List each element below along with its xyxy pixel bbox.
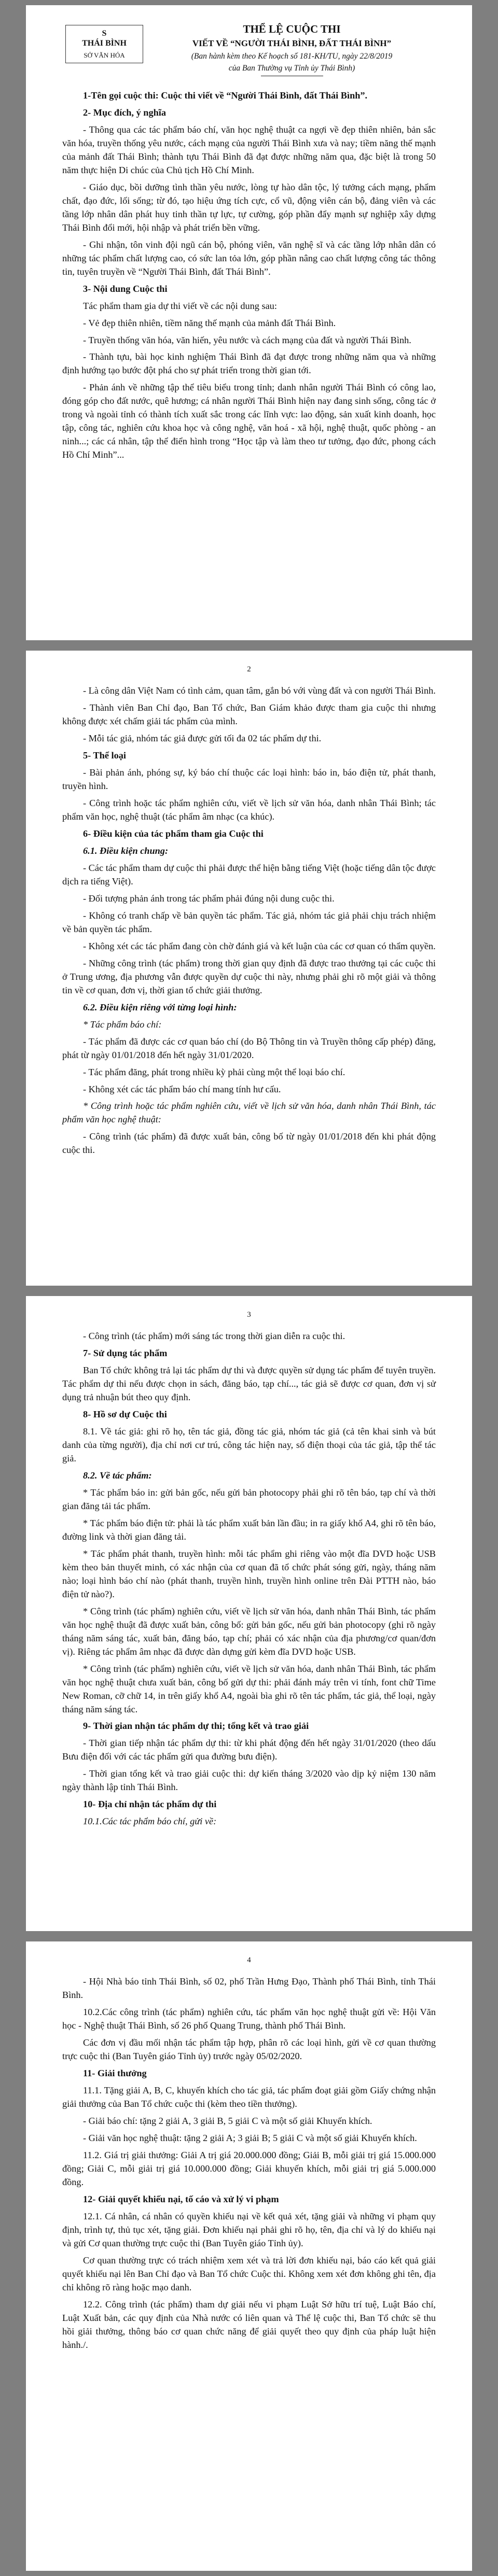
document-paragraph: - Thời gian tiếp nhận tác phẩm dự thi: từ khi phát động đến hết ngày 31/01/2020 (theo dấu Bưu điện đối với các tác phẩm gửi qua đường bưu điện). — [62, 1738, 436, 1762]
document-paragraph: - Ghi nhận, tôn vinh đội ngũ cán bộ, phóng viên, văn nghệ sĩ và các tầng lớp nhân dân có những tác phẩm chất lượng cao, có sức lan tỏa lớn, góp phần nâng cao chất lượng công tác thông tin, tuyên truyền về “Người Thái Bình, đất Thái Bình”. — [62, 239, 436, 277]
document-paragraph: * Tác phẩm báo in: gửi bản gốc, nếu gửi bản photocopy phải ghi rõ tên báo, tạp chí và thời gian đăng tải tác phẩm. — [62, 1487, 436, 1511]
page-number: 3 — [247, 1311, 251, 1319]
document-paragraph: - Giải văn học nghệ thuật: tặng 2 giải A; 3 giải B; 5 giải C và một số giải Khuyến khích. — [83, 2132, 417, 2143]
document-paragraph: 7- Sử dụng tác phẩm — [83, 1348, 168, 1359]
document-paragraph: 12- Giải quyết khiếu nại, tố cáo và xử lý vi phạm — [83, 2193, 279, 2204]
document-paragraph: 2- Mục đích, ý nghĩa — [83, 107, 166, 118]
document-paragraph: - Những công trình (tác phẩm) trong thời gian quy định đã được trao thưởng tại các cuộc thi ở Trung ương, địa phương vẫn được quyền dự cuộc thi này, nhưng phải ghi rõ một giải và thông tin về cơ quan, đơn vị, thời gian tổ chức giải thưởng. — [62, 958, 436, 995]
document-paragraph: - Hội Nhà báo tỉnh Thái Bình, số 02, phố Trần Hưng Đạo, Thành phố Thái Bình, tỉnh Thái Bình. — [62, 1976, 436, 2001]
document-paragraph: * Công trình hoặc tác phẩm nghiên cứu, viết về lịch sử văn hóa, danh nhân Thái Bình, tác phẩm văn học nghệ thuật: — [62, 1101, 436, 1125]
title-line-3: (Ban hành kèm theo Kế hoạch số 181-KH/TU, ngày 22/8/2019 — [191, 51, 393, 61]
document-paragraph: - Thành tựu, bài học kinh nghiệm Thái Bình đã đạt được trong những năm qua và những định hướng tạo bước đột phá cho sự phát triển trong thời gian tới. — [62, 351, 436, 376]
document-paragraph: 8.2. Về tác phẩm: — [83, 1470, 152, 1481]
title-line-4: của Ban Thường vụ Tỉnh ủy Thái Bình) — [228, 64, 355, 73]
document-paragraph: - Giải báo chí: tặng 2 giải A, 3 giải B, 5 giải C và một số giải Khuyến khích. — [83, 2116, 372, 2127]
document-paragraph: - Thời gian tổng kết và trao giải cuộc thi: dự kiến tháng 3/2020 vào dịp kỷ niệm 130 năm ngày thành lập tỉnh Thái Bình. — [62, 1768, 436, 1793]
document-paragraph: 10- Địa chỉ nhận tác phẩm dự thi — [83, 1799, 217, 1810]
document-paragraph: - Bài phản ánh, phóng sự, ký báo chí thuộc các loại hình: báo in, báo điện tử, phát thanh, truyền hình. — [62, 767, 436, 792]
document-page-4 — [26, 1941, 472, 2571]
document-paragraph: * Công trình (tác phẩm) nghiên cứu, viết về lịch sử văn hóa, danh nhân Thái Bình, tác phẩm văn học nghệ thuật chưa xuất bản, công bố gửi dự thi: phải đánh máy trên vi tính, font chữ Time New Roman, cỡ chữ 14, in trên giấy khổ A4, ngoài bìa ghi rõ tên tác phẩm, tác giả, thể loại, ngày tháng năm sáng tác. — [62, 1663, 436, 1714]
document-paragraph: 3- Nội dung Cuộc thi — [83, 283, 168, 294]
document-paragraph: Cơ quan thường trực có trách nhiệm xem xét và trả lời đơn khiếu nại, báo cáo kết quả giải quyết khiếu nại lên Ban Chỉ đạo và Ban Tổ chức Cuộc thi. Không xem xét đơn không ghi tên, địa chỉ không rõ ràng hoặc mạo danh. — [62, 2255, 436, 2292]
document-paragraph: - Không xét các tác phẩm đang còn chờ đánh giá và kết luận của các cơ quan có thẩm quyền. — [83, 940, 436, 951]
document-page-2 — [26, 651, 472, 1286]
document-paragraph: - Thành viên Ban Chỉ đạo, Ban Tổ chức, Ban Giám khảo được tham gia cuộc thi nhưng không được xét chấm giải tác phẩm của mình. — [62, 702, 436, 727]
page-2-body — [62, 684, 436, 1157]
document-paragraph: 10.1.Các tác phẩm báo chí, gửi về: — [83, 1816, 217, 1827]
title-line-1: THỂ LỆ CUỘC THI — [243, 23, 341, 35]
document-page-3 — [26, 1296, 472, 1931]
document-paragraph: * Công trình (tác phẩm) nghiên cứu, viết về lịch sử văn hóa, danh nhân Thái Bình, tác phẩm văn học nghệ thuật đã được xuất bản, công bố: gửi bản gốc, nếu gửi bản photocopy (ghi rõ ngày tháng năm sáng tác, xuất bản, đăng báo, tạp chí; phải có xác nhận của địa phương/cơ quan/đơn vị). Riêng tác phẩm âm nhạc đã được dàn dựng gửi kèm đĩa DVD hoặc USB. — [62, 1606, 436, 1657]
stamp-line-2: THÁI BÌNH — [82, 39, 127, 48]
document-header — [62, 22, 436, 82]
document-paragraph: - Thông qua các tác phẩm báo chí, văn học nghệ thuật ca ngợi về đẹp thiên nhiên, bản sắc văn hóa, truyền thống yêu nước, cách mạng của người Thái Bình xưa và nay; tiềm năng thế mạnh của mảnh đất Thái Bình; thành tựu Thái Bình đã đạt được những năm qua, đặc biệt là trong 50 năm thực hiện Di chúc của Chủ tịch Hồ Chí Minh. — [62, 124, 436, 175]
document-paragraph: 6.1. Điều kiện chung: — [83, 845, 169, 856]
document-paragraph: 5- Thể loại — [83, 750, 126, 761]
document-page-1 — [26, 5, 472, 640]
document-paragraph: - Các tác phẩm tham dự cuộc thi phải được thể hiện bằng tiếng Việt (hoặc tiếng dân tộc được dịch ra tiếng Việt). — [62, 862, 436, 886]
document-paragraph: Các đơn vị đầu mối nhận tác phẩm tập hợp, phân rõ các loại hình, gửi về cơ quan thường trực cuộc thi (Ban Tuyên giáo Tỉnh ủy) trước ngày 05/02/2020. — [62, 2037, 436, 2062]
title-line-2: VIẾT VỀ “NGƯỜI THÁI BÌNH, ĐẤT THÁI BÌNH” — [192, 38, 392, 48]
stamp-line-1: S — [102, 29, 107, 38]
page-4-body — [62, 1975, 436, 2352]
document-paragraph: - Không có tranh chấp về bản quyền tác phẩm. Tác giả, nhóm tác giả phải chịu trách nhiệm về bản quyền tác phẩm. — [62, 910, 436, 934]
document-paragraph: - Giáo dục, bồi dưỡng tình thần yêu nước, lòng tự hào dân tộc, lý tưởng cách mạng, phẩm chất, đạo đức, lối sống; từ đó, tạo hiệu ứng tích cực, cổ vũ, động viên cán bộ, đảng viên và các tầng lớp nhân dân phát huy tinh thần tự lực, tự cường, góp phần đẩy mạnh sự nghiệp xây dựng Thái Bình đổi mới, hội nhập và phát triển bền vững. — [62, 181, 436, 233]
document-paragraph: - Công trình (tác phẩm) mới sáng tác trong thời gian diễn ra cuộc thi. — [83, 1331, 345, 1342]
document-paragraph: - Tác phẩm đã được các cơ quan báo chí (do Bộ Thông tin và Truyền thông cấp phép) đăng, phát từ ngày 01/01/2018 đến hết ngày 31/01/2020. — [62, 1036, 436, 1060]
stamp-box — [65, 25, 143, 63]
page-number: 2 — [247, 665, 251, 673]
document-paragraph: 9- Thời gian nhận tác phẩm dự thi; tổng kết và trao giải — [83, 1721, 309, 1732]
document-paragraph: 12.1. Cá nhân, cá nhân có quyền khiếu nại về kết quả xét, tặng giải và những vi phạm quy định, trình tự, thủ tục xét, tặng giải. Đơn khiếu nại phải ghi rõ họ, tên, địa chỉ và lý do khiếu nại và gửi Cơ quan thường trực cuộc thi (Ban Tuyên giáo Tỉnh ủy). — [62, 2211, 436, 2248]
stamp-line-3: SỞ VĂN HÓA — [84, 51, 125, 60]
document-paragraph: 1-Tên gọi cuộc thi: Cuộc thi viết về “Người Thái Bình, đất Thái Bình”. — [83, 90, 368, 101]
document-paragraph: 12.2. Công trình (tác phẩm) tham dự giải nếu vi phạm Luật Sở hữu trí tuệ, Luật Báo chí, Luật Xuất bản, các quy định của Nhà nước có liên quan và Thể lệ cuộc thi, Ban Tổ chức sẽ thu hồi giải thưởng, thông báo cơ quan chức năng để giải quyết theo quy định của pháp luật hiện hành./. — [62, 2299, 436, 2350]
document-paragraph: 11.2. Giá trị giải thưởng: Giải A trị giá 20.000.000 đồng; Giải B, mỗi giải trị giá 15.000.000 đồng; Giải C, mỗi giải trị giá 10.000.000 đồng; Giải khuyến khích, mỗi giải trị giá 5.000.000 đồng. — [62, 2149, 436, 2187]
document-paragraph: - Truyền thống văn hóa, văn hiến, yêu nước và cách mạng của đất và người Thái Bình. — [83, 334, 411, 345]
stamp-area — [62, 25, 148, 82]
document-paragraph: Ban Tổ chức không trả lại tác phẩm dự thi và được quyền sử dụng tác phẩm để tuyên truyền. Tác phẩm dự thi nếu được chọn in sách, đăng báo, tạp chí..., tác giả sẽ được cơ quan, đơn vị sử dụng trả nhuận bút theo quy định. — [62, 1365, 436, 1403]
document-paragraph: 11.1. Tặng giải A, B, C, khuyến khích cho tác giả, tác phẩm đoạt giải gồm Giấy chứng nhận giải thưởng của Ban Tổ chức cuộc thi (kèm theo tiền thưởng). — [62, 2085, 436, 2109]
document-title — [148, 22, 436, 78]
page-3-body — [62, 1330, 436, 1828]
document-paragraph: * Tác phẩm báo điện tử: phải là tác phẩm xuất bản lần đầu; in ra giấy khổ A4, ghi rõ tên báo, đường link và thời gian đăng tải. — [62, 1517, 436, 1542]
document-paragraph: - Mỗi tác giả, nhóm tác giả được gửi tối đa 02 tác phẩm dự thi. — [83, 733, 322, 744]
document-paragraph: - Là công dân Việt Nam có tình cảm, quan tâm, gắn bó với vùng đất và con người Thái Bình. — [83, 685, 436, 696]
document-paragraph: - Vẻ đẹp thiên nhiên, tiềm năng thế mạnh của mảnh đất Thái Bình. — [83, 317, 336, 328]
document-paragraph: 11- Giải thưởng — [83, 2068, 147, 2079]
document-paragraph: - Tác phẩm đăng, phát trong nhiều kỳ phải cùng một thể loại báo chí. — [83, 1066, 345, 1077]
document-paragraph: - Phản ánh về những tập thể tiêu biểu trong tỉnh; danh nhân người Thái Bình có công lao, đóng góp cho đất nước, quê hương; cá nhân người Thái Bình hiện nay đang sinh sống, công tác ở trong và ngoài tỉnh có thành tích xuất sắc trong các lĩnh vực: lao động, sản xuất kinh doanh, học tập, công tác, nghiên cứu khoa học và công nghệ, văn hoá - xã hội, nghệ thuật, quốc phòng - an ninh...; các cá nhân, tập thể điển hình trong “Học tập và làm theo tư tưởng, đạo đức, phong cách Hồ Chí Minh”... — [62, 382, 436, 460]
document-paragraph: 10.2.Các công trình (tác phẩm) nghiên cứu, tác phẩm văn học nghệ thuật gửi về: Hội Văn học - Nghệ thuật Thái Bình, số 26 phố Quang Trung, thành phố Thái Bình. — [62, 2007, 436, 2031]
document-paragraph: - Đối tượng phản ánh trong tác phẩm phải đúng nội dung cuộc thi. — [83, 893, 335, 904]
document-paragraph: 6.2. Điều kiện riêng với từng loại hình: — [83, 1002, 237, 1012]
document-paragraph: 8- Hồ sơ dự Cuộc thi — [83, 1409, 167, 1420]
document-paragraph: - Công trình (tác phẩm) đã được xuất bản, công bố từ ngày 01/01/2018 đến khi phát động cuộc thi. — [62, 1131, 436, 1156]
document-paragraph: - Không xét các tác phẩm báo chí mang tính hư cấu. — [83, 1083, 281, 1094]
document-paragraph: 8.1. Về tác giả: ghi rõ họ, tên tác giả, đồng tác giả, nhóm tác giả (cả tên khai sinh và bút danh của từng người), địa chỉ nơi cư trú, công tác hiện nay, số điện thoại của tác giả, tập thể tác giả. — [62, 1426, 436, 1464]
page-number: 4 — [247, 1956, 251, 1964]
document-paragraph: * Tác phẩm phát thanh, truyền hình: mỗi tác phẩm ghi riêng vào một đĩa DVD hoặc USB kèm theo bản thuyết minh, có xác nhận của cơ quan đã tổ chức phát sóng gửi, ngày, tháng năm nào; loại hình báo chí nào (phát thanh, truyền hình, truyền hình online trên Đài PTTH nào, báo điện tử nào?). — [62, 1548, 436, 1599]
page-1-body — [62, 89, 436, 462]
document-paragraph: * Tác phẩm báo chí: — [83, 1019, 162, 1030]
document-paragraph: 6- Điều kiện của tác phẩm tham gia Cuộc thi — [83, 828, 264, 839]
document-paragraph: Tác phẩm tham gia dự thi viết về các nội dung sau: — [83, 300, 277, 311]
document-paragraph: - Công trình hoặc tác phẩm nghiên cứu, viết về lịch sử văn hóa, danh nhân Thái Bình; tác phẩm văn học, nghệ thuật (tác phẩm âm nhạc (ca khúc). — [62, 798, 436, 822]
